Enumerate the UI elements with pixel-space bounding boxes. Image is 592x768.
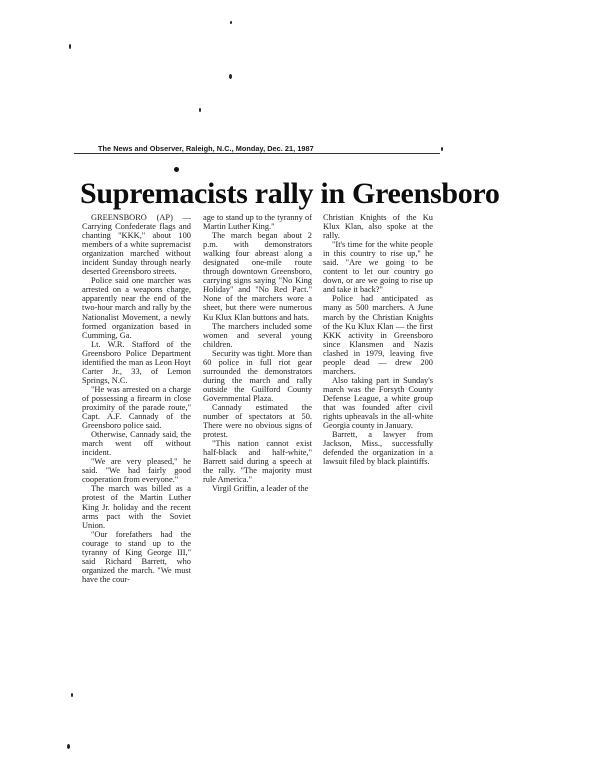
paragraph: "He was arrested on a charge of possessing a firearm in close proximity of the parade route," Capt. A.F. Cannady of the Greensboro police said. (82, 384, 191, 431)
article-column-3 (323, 213, 433, 466)
paragraph: Lt. W.R. Stafford of the Greensboro Police Department identified the man as Leon Hoyt Carter Jr., 33, of Lemon Springs, N.C. (82, 339, 191, 385)
paragraph: Also taking part in Sunday's march was the Forsyth County Defense League, a white group that was founded after civil rights upheavals in the all-white Georgia county in January. (323, 375, 433, 431)
paragraph: Cannady estimated the number of spectators at 50. There were no obvious signs of protest. (203, 402, 312, 440)
dateline: The News and Observer, Raleigh, N.C., Monday, Dec. 21, 1987 (98, 144, 314, 153)
paragraph: "It's time for the white people in this country to rise up," he said. "Are we going to be content to let our country go down, or are we going to rise up and take it back?" (323, 240, 433, 295)
article-column-1 (82, 213, 191, 584)
paragraph: Police had anticipated as many as 500 marchers. A June march by the Christian Knights of the Ku Klux Klan — the first KKK activity in Greensboro since Klansmen and Nazis clashed in 1979, leaving five people dead — drew 200 marchers. (323, 294, 433, 376)
scan-speck (229, 74, 232, 79)
paragraph: Police said one marcher was arrested on a weapons charge, apparently near the end of the two-hour march and rally by the Nationalist Movement, a newly formed organization based in Cumming, Ga. (82, 276, 191, 340)
paragraph: "We are very pleased," he said. "We had fairly good cooperation from everyone." (82, 457, 191, 485)
scan-speck (199, 108, 201, 112)
paragraph: Security was tight. More than 60 police in full riot gear surrounded the demonstrators during the march and rally outside the Guilford County Governmental Plaza. (203, 348, 312, 403)
scan-speck (230, 21, 232, 24)
paragraph: Christian Knights of the Ku Klux Klan, also spoke at the rally. (323, 213, 433, 241)
paragraph: age to stand up to the tyranny of Martin Luther King." (203, 213, 312, 232)
article-column-2 (203, 213, 312, 493)
headline: Supremacists rally in Greensboro (80, 177, 500, 210)
paragraph: Barrett, a lawyer from Jackson, Miss., successfully defended the organization in a lawsuit filed by black plaintiffs. (323, 430, 433, 467)
paragraph: The marchers included some women and several young children. (203, 321, 312, 349)
paragraph: Virgil Griffin, a leader of the (212, 484, 309, 494)
paragraph: The march was billed as a protest of the Martin Luther King Jr. holiday and the recent arms pact with the Soviet Union. (82, 484, 191, 530)
scan-speck (441, 147, 443, 151)
paragraph: The march began about 2 p.m. with demonstrators walking four abreast along a designated one-mile route through downtown Greensboro, carrying signs saying "No King Holiday" and "No Red Pact." None of the marchers wore a sheet, but there were numerous Ku Klux Klan buttons and hats. (203, 231, 312, 322)
paragraph: "Our forefathers had the courage to stand up to the tyranny of King George III," said Richard Barrett, who organized the march. "We must have the cour- (82, 529, 191, 584)
paragraph: "This nation cannot exist half-black and half-white," Barrett said during a speech at the rally. "The majority must rule America." (203, 439, 312, 485)
scan-speck (67, 744, 70, 749)
scan-speck (69, 44, 71, 49)
dateline-rule (74, 153, 440, 154)
bullet-dot (174, 167, 179, 172)
scan-speck (71, 693, 73, 697)
paragraph: Otherwise, Cannady said, the march went off without incident. (82, 430, 191, 458)
paragraph: GREENSBORO (AP) — Carrying Confederate flags and chanting "KKK," about 100 members of a white supremacist organization marched without incident Sunday through nearly deserted Greensboro streets. (82, 213, 191, 277)
